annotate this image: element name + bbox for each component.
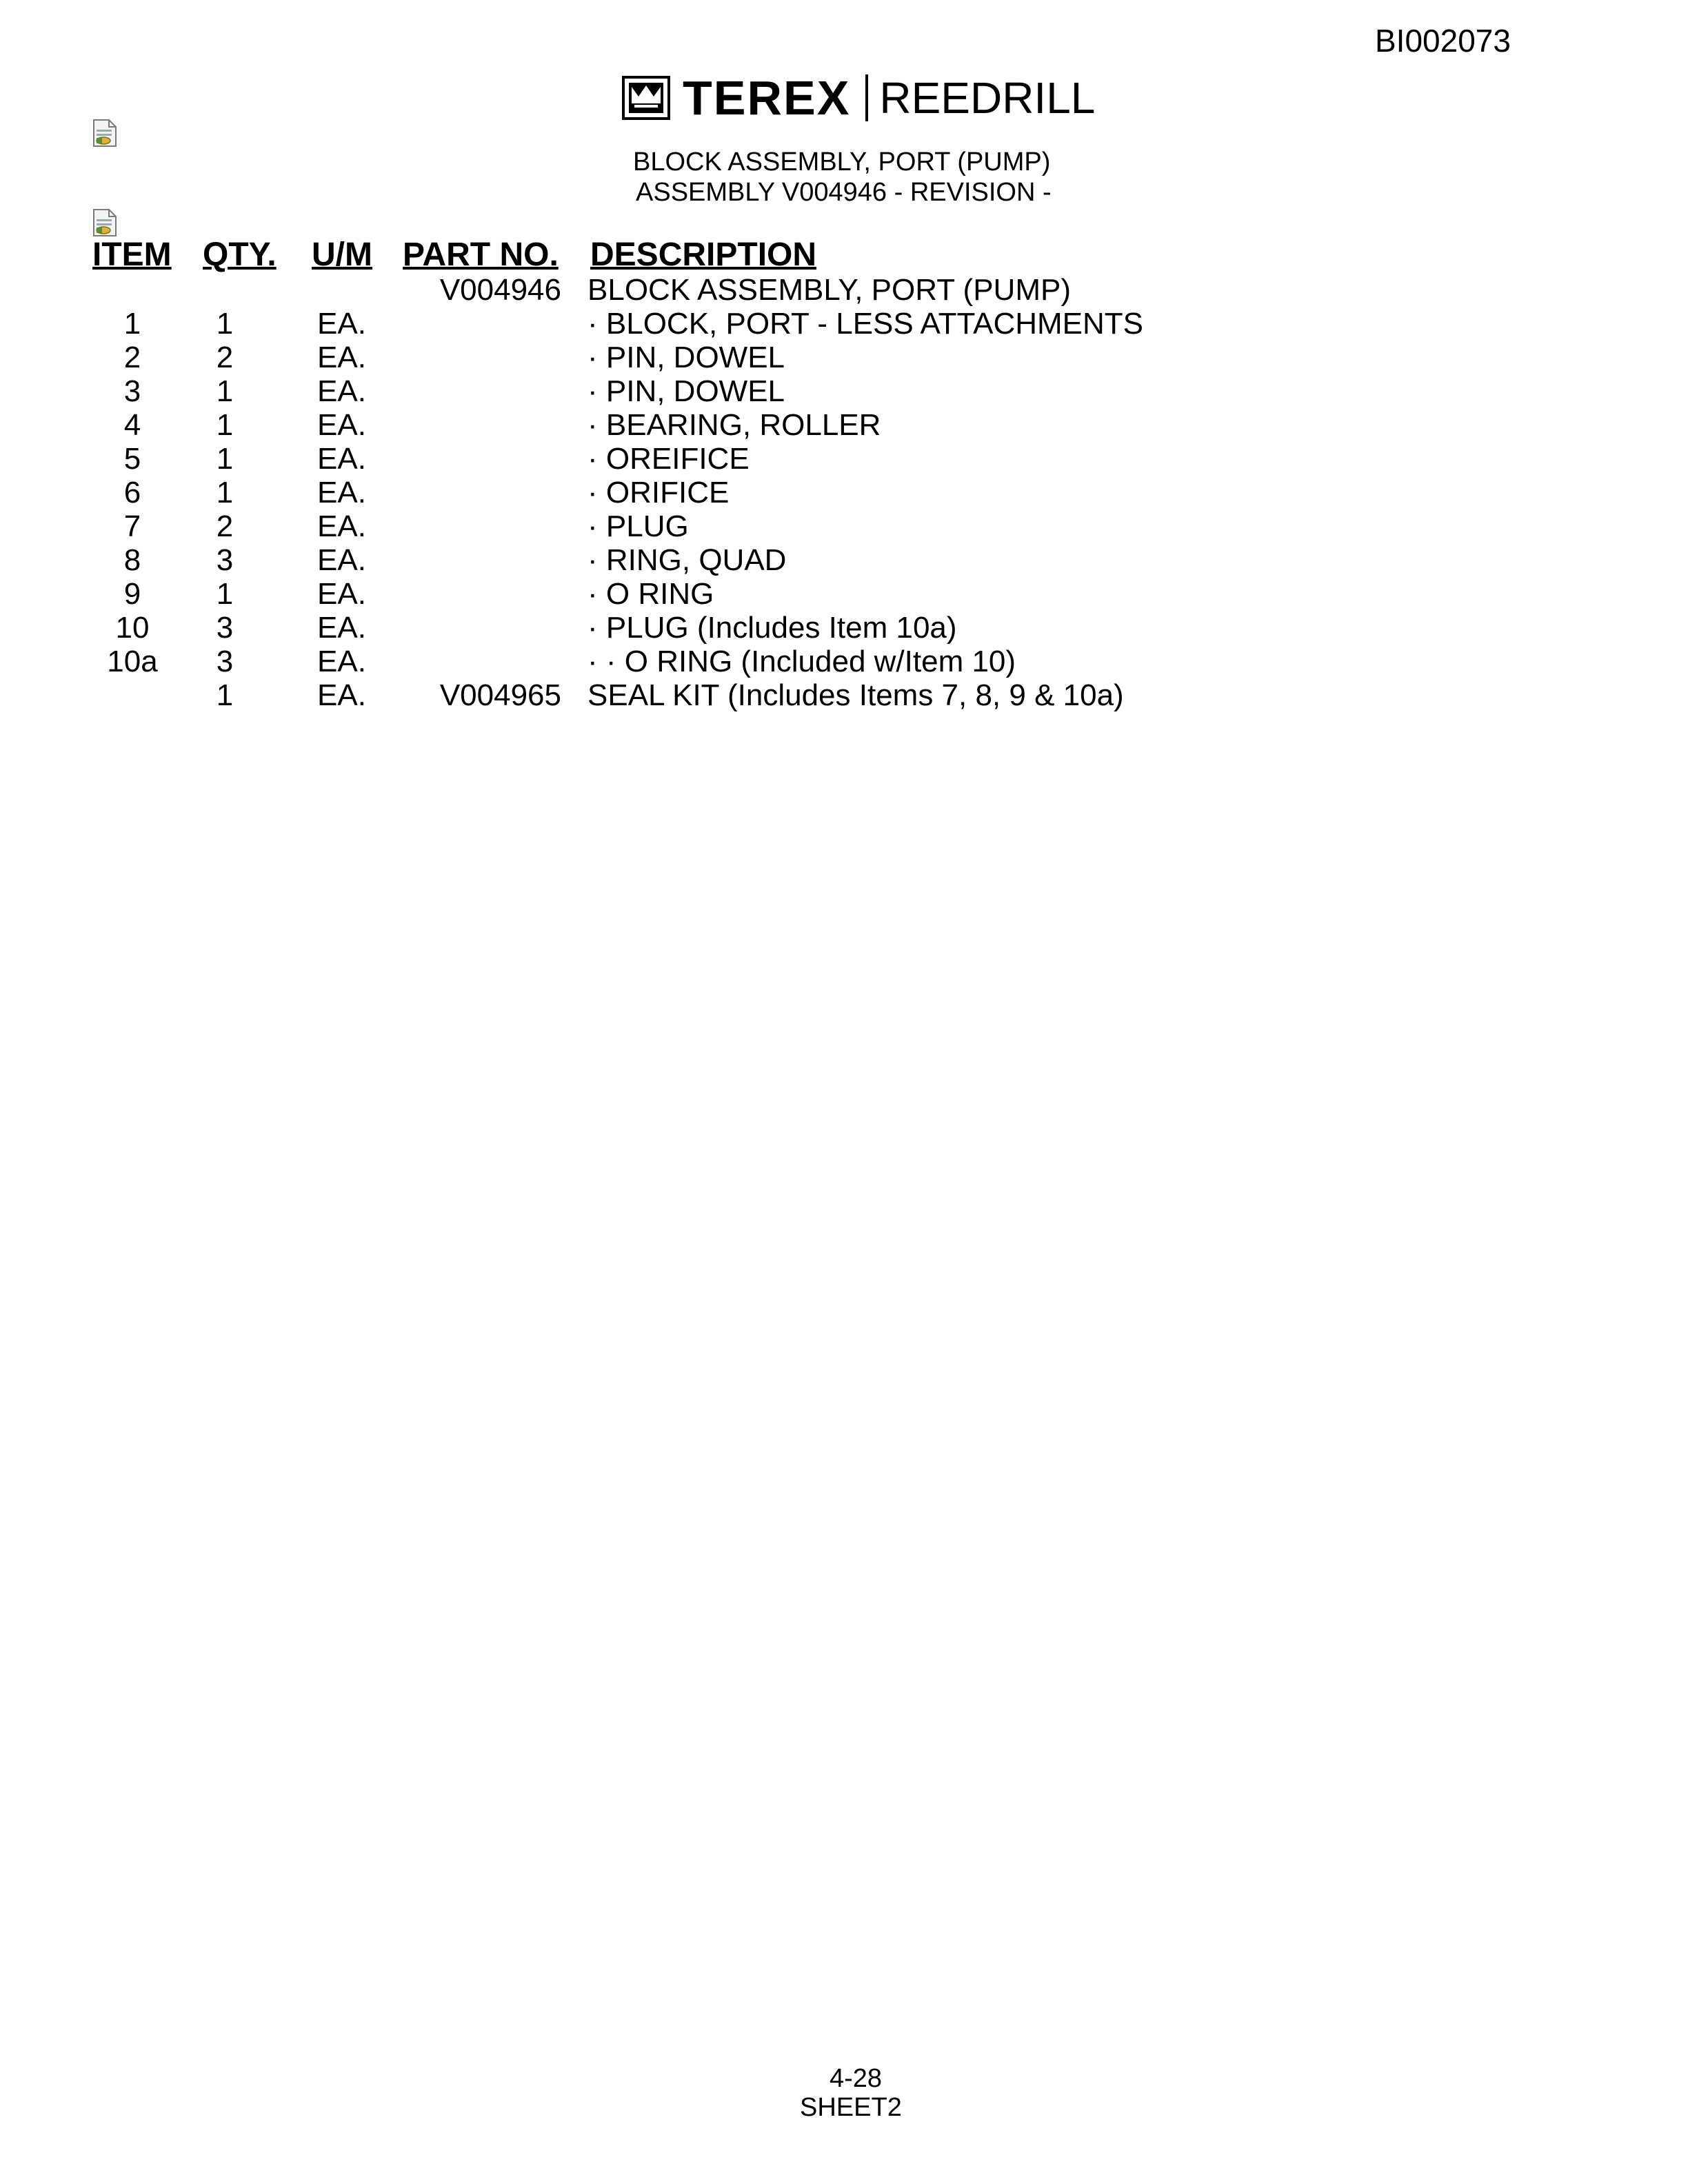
part-description: · RING, QUAD bbox=[587, 543, 787, 577]
quantity: 3 bbox=[216, 645, 234, 678]
unit-of-measure: EA. bbox=[317, 678, 366, 712]
terex-reedrill-logo bbox=[622, 73, 1095, 123]
table-row bbox=[0, 509, 1688, 544]
table-row bbox=[0, 408, 1688, 443]
quantity: 1 bbox=[216, 476, 234, 509]
part-description: · ORIFICE bbox=[587, 476, 730, 509]
quantity: 2 bbox=[216, 509, 234, 543]
quantity: 1 bbox=[216, 374, 234, 408]
part-description: · · O RING (Included w/Item 10) bbox=[587, 645, 1016, 678]
table-row bbox=[0, 476, 1688, 510]
quantity: 1 bbox=[216, 307, 234, 341]
quantity: 1 bbox=[216, 577, 234, 611]
column-header-item: ITEM bbox=[92, 236, 172, 273]
part-description: · O RING bbox=[587, 577, 714, 611]
document-id: BI002073 bbox=[1375, 23, 1511, 59]
quantity: 3 bbox=[216, 611, 234, 645]
table-row bbox=[0, 611, 1688, 645]
item-number: 7 bbox=[123, 509, 141, 543]
quantity: 3 bbox=[216, 543, 234, 577]
page-number: 4-28 bbox=[829, 2064, 883, 2093]
unit-of-measure: EA. bbox=[317, 442, 366, 476]
table-row bbox=[0, 678, 1688, 713]
item-number: 6 bbox=[123, 476, 141, 509]
column-header-description: DESCRIPTION bbox=[590, 236, 817, 273]
unit-of-measure: EA. bbox=[317, 543, 366, 577]
item-number: 8 bbox=[123, 543, 141, 577]
column-header-part-no: PART NO. bbox=[403, 236, 559, 273]
logo-brand-name: TEREX bbox=[683, 71, 851, 125]
part-description: · PIN, DOWEL bbox=[587, 341, 785, 374]
item-number: 2 bbox=[123, 341, 141, 374]
terex-crown-emblem-icon bbox=[622, 76, 670, 120]
item-number: 10a bbox=[107, 645, 158, 678]
part-description: · PIN, DOWEL bbox=[587, 374, 785, 408]
table-row bbox=[0, 577, 1688, 611]
unit-of-measure: EA. bbox=[317, 509, 366, 543]
assembly-subtitle: ASSEMBLY V004946 - REVISION - bbox=[636, 178, 1052, 207]
quantity: 1 bbox=[216, 442, 234, 476]
table-row bbox=[0, 307, 1688, 341]
assembly-title: BLOCK ASSEMBLY, PORT (PUMP) bbox=[633, 148, 1051, 176]
part-description: · OREIFICE bbox=[587, 442, 750, 476]
logo-product-name: REEDRILL bbox=[879, 73, 1096, 123]
unit-of-measure: EA. bbox=[317, 476, 366, 509]
unit-of-measure: EA. bbox=[317, 577, 366, 611]
part-number: V004946 bbox=[439, 273, 561, 307]
unit-of-measure: EA. bbox=[317, 408, 366, 442]
column-header-um: U/M bbox=[312, 236, 372, 273]
quantity: 1 bbox=[216, 678, 234, 712]
part-description: BLOCK ASSEMBLY, PORT (PUMP) bbox=[587, 273, 1071, 307]
column-header-qty: QTY. bbox=[203, 236, 277, 273]
document-icon[interactable] bbox=[91, 208, 119, 237]
table-row bbox=[0, 645, 1688, 679]
unit-of-measure: EA. bbox=[317, 374, 366, 408]
logo-divider bbox=[865, 74, 868, 121]
sheet-label: SHEET2 bbox=[800, 2093, 902, 2122]
unit-of-measure: EA. bbox=[317, 341, 366, 374]
part-description: · BEARING, ROLLER bbox=[587, 408, 881, 442]
part-description: SEAL KIT (Includes Items 7, 8, 9 & 10a) bbox=[587, 678, 1124, 712]
item-number: 4 bbox=[123, 408, 141, 442]
document-icon[interactable] bbox=[91, 119, 119, 148]
item-number: 9 bbox=[123, 577, 141, 611]
table-row bbox=[0, 543, 1688, 578]
table-row bbox=[0, 442, 1688, 476]
unit-of-measure: EA. bbox=[317, 611, 366, 645]
item-number: 3 bbox=[123, 374, 141, 408]
item-number: 5 bbox=[123, 442, 141, 476]
item-number: 1 bbox=[123, 307, 141, 341]
quantity: 2 bbox=[216, 341, 234, 374]
part-description: · PLUG bbox=[587, 509, 689, 543]
part-description: · PLUG (Includes Item 10a) bbox=[587, 611, 957, 645]
table-row bbox=[0, 374, 1688, 409]
unit-of-measure: EA. bbox=[317, 307, 366, 341]
part-description: · BLOCK, PORT - LESS ATTACHMENTS bbox=[587, 307, 1144, 341]
unit-of-measure: EA. bbox=[317, 645, 366, 678]
item-number: 10 bbox=[115, 611, 150, 645]
part-number: V004965 bbox=[439, 678, 561, 712]
quantity: 1 bbox=[216, 408, 234, 442]
table-row bbox=[0, 273, 1688, 307]
table-row bbox=[0, 341, 1688, 375]
